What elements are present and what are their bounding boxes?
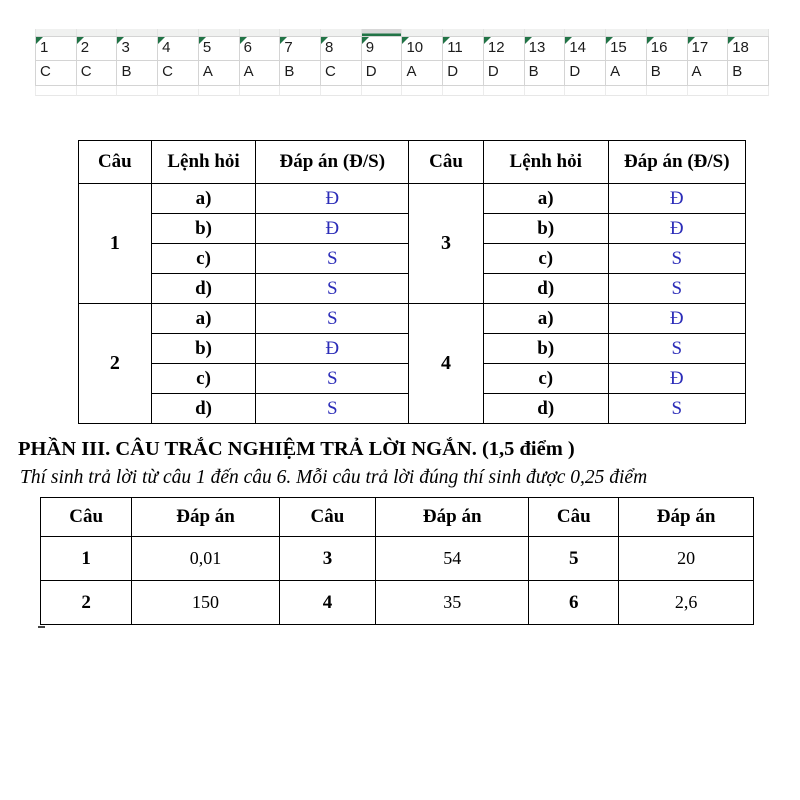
tf-answer-cell: S xyxy=(256,364,409,394)
error-indicator-triangle-icon xyxy=(484,37,491,44)
tf-part-cell: d) xyxy=(151,394,256,424)
error-indicator-triangle-icon xyxy=(443,37,450,44)
grid-partial-cell[interactable] xyxy=(280,86,321,96)
grid-partial-cell[interactable] xyxy=(525,86,566,96)
tf-answer-cell: S xyxy=(608,244,745,274)
grid-cell-answer[interactable]: C xyxy=(158,61,199,86)
grid-partial-cell[interactable] xyxy=(443,29,484,36)
grid-cell-answer[interactable]: B xyxy=(647,61,688,86)
grid-partial-cell[interactable] xyxy=(117,29,158,36)
short-header-cell: Đáp án xyxy=(376,498,529,537)
grid-partial-cell[interactable] xyxy=(728,86,769,96)
short-answer-table xyxy=(40,497,754,625)
grid-cell-number[interactable]: 8 xyxy=(321,36,362,61)
grid-cell-answer[interactable]: A xyxy=(240,61,281,86)
tf-answer-cell: Đ xyxy=(256,214,409,244)
grid-partial-cell[interactable] xyxy=(565,86,606,96)
spreadsheet-grid xyxy=(35,29,769,96)
tf-header-cell: Đáp án (Đ/S) xyxy=(256,141,409,184)
error-indicator-triangle-icon xyxy=(280,37,287,44)
tf-answer-table xyxy=(78,140,746,424)
tf-part-cell: b) xyxy=(151,214,256,244)
short-cau-cell: 5 xyxy=(529,537,619,581)
error-indicator-triangle-icon xyxy=(117,37,124,44)
tf-cau-cell: 4 xyxy=(409,304,484,424)
grid-cell-number[interactable]: 10 xyxy=(402,36,443,61)
grid-partial-cell[interactable] xyxy=(402,29,443,36)
short-answer-cell: 54 xyxy=(376,537,529,581)
tf-header-cell: Lệnh hỏi xyxy=(483,141,608,184)
tf-answer-cell: Đ xyxy=(256,334,409,364)
grid-cell-number[interactable]: 3 xyxy=(117,36,158,61)
grid-partial-cell[interactable] xyxy=(606,29,647,36)
short-cau-cell: 6 xyxy=(529,581,619,625)
short-answer-cell: 2,6 xyxy=(619,581,754,625)
grid-cell-answer[interactable]: C xyxy=(321,61,362,86)
grid-partial-cell[interactable] xyxy=(484,29,525,36)
tf-part-cell: d) xyxy=(483,274,608,304)
tf-part-cell: a) xyxy=(151,184,256,214)
grid-cell-answer[interactable]: B xyxy=(117,61,158,86)
tf-header-cell: Đáp án (Đ/S) xyxy=(608,141,745,184)
error-indicator-triangle-icon xyxy=(688,37,695,44)
grid-cell-number[interactable]: 9 xyxy=(362,36,403,61)
grid-cell-number[interactable]: 11 xyxy=(443,36,484,61)
section-heading: PHẦN III. CÂU TRẮC NGHIỆM TRẢ LỜI NGẮN. (1,5 điểm ) xyxy=(18,438,575,460)
grid-cell-answer[interactable]: D xyxy=(484,61,525,86)
grid-cell-answer[interactable]: A xyxy=(606,61,647,86)
tf-cau-cell: 1 xyxy=(79,184,152,304)
grid-partial-cell[interactable] xyxy=(77,29,118,36)
tf-header-row xyxy=(79,141,746,184)
section-instruction: Thí sinh trả lời từ câu 1 đến câu 6. Mỗi câu trả lời đúng thí sinh được 0,25 điểm xyxy=(20,467,648,488)
grid-cell-answer[interactable]: B xyxy=(525,61,566,86)
grid-cell-answer[interactable]: D xyxy=(362,61,403,86)
grid-cell-answer[interactable]: A xyxy=(402,61,443,86)
short-answer-cell: 35 xyxy=(376,581,529,625)
short-header-row xyxy=(41,498,754,537)
tf-answer-cell: S xyxy=(608,394,745,424)
short-cau-cell: 3 xyxy=(279,537,375,581)
error-indicator-triangle-icon xyxy=(606,37,613,44)
grid-cell-number[interactable]: 14 xyxy=(565,36,606,61)
tf-header-cell: Câu xyxy=(409,141,484,184)
short-answer-cell: 20 xyxy=(619,537,754,581)
grid-partial-cell[interactable] xyxy=(240,86,281,96)
grid-cell-number[interactable]: 2 xyxy=(77,36,118,61)
grid-partial-cell[interactable] xyxy=(565,29,606,36)
grid-partial-cell[interactable] xyxy=(688,29,729,36)
grid-partial-cell[interactable] xyxy=(35,29,77,36)
grid-partial-cell[interactable] xyxy=(647,86,688,96)
grid-cell-answer[interactable]: B xyxy=(280,61,321,86)
tf-answer-cell: S xyxy=(256,274,409,304)
spreadsheet-partial-row-bottom xyxy=(35,86,769,96)
short-cau-cell: 2 xyxy=(41,581,132,625)
short-header-cell: Câu xyxy=(279,498,375,537)
grid-partial-cell[interactable] xyxy=(525,29,566,36)
grid-cell-number[interactable]: 1 xyxy=(35,36,77,61)
tf-part-cell: c) xyxy=(151,244,256,274)
short-cau-cell: 4 xyxy=(279,581,375,625)
tf-part-cell: d) xyxy=(151,274,256,304)
grid-cell-number[interactable]: 15 xyxy=(606,36,647,61)
tf-part-cell: a) xyxy=(151,304,256,334)
stray-dash-mark xyxy=(38,626,45,628)
grid-partial-cell[interactable] xyxy=(647,29,688,36)
grid-partial-cell[interactable] xyxy=(280,29,321,36)
short-header-cell: Đáp án xyxy=(132,498,280,537)
grid-cell-number[interactable]: 5 xyxy=(199,36,240,61)
grid-cell-answer[interactable]: A xyxy=(688,61,729,86)
short-table-row xyxy=(41,537,754,581)
grid-cell-answer[interactable]: C xyxy=(35,61,77,86)
grid-cell-number[interactable]: 16 xyxy=(647,36,688,61)
tf-part-cell: d) xyxy=(483,394,608,424)
grid-cell-number[interactable]: 4 xyxy=(158,36,199,61)
grid-partial-cell[interactable] xyxy=(321,86,362,96)
grid-cell-number[interactable]: 6 xyxy=(240,36,281,61)
tf-part-cell: a) xyxy=(483,304,608,334)
error-indicator-triangle-icon xyxy=(402,37,409,44)
grid-cell-number[interactable]: 18 xyxy=(728,36,769,61)
grid-partial-cell[interactable] xyxy=(240,29,281,36)
error-indicator-triangle-icon xyxy=(77,37,84,44)
tf-part-cell: b) xyxy=(483,214,608,244)
grid-cell-number[interactable]: 17 xyxy=(688,36,729,61)
tf-cau-cell: 2 xyxy=(79,304,152,424)
grid-partial-cell[interactable] xyxy=(117,86,158,96)
grid-partial-cell[interactable] xyxy=(199,29,240,36)
spreadsheet-number-row xyxy=(35,36,769,61)
tf-table-row xyxy=(79,184,746,214)
grid-partial-cell[interactable] xyxy=(606,86,647,96)
tf-answer-cell: S xyxy=(608,334,745,364)
tf-answer-cell: S xyxy=(256,394,409,424)
tf-part-cell: b) xyxy=(151,334,256,364)
grid-partial-cell[interactable] xyxy=(443,86,484,96)
error-indicator-triangle-icon xyxy=(321,37,328,44)
short-header-cell: Câu xyxy=(529,498,619,537)
grid-cell-answer[interactable]: B xyxy=(728,61,769,86)
grid-cell-number[interactable]: 13 xyxy=(525,36,566,61)
selected-cell-indicator[interactable] xyxy=(362,29,403,36)
grid-partial-cell[interactable] xyxy=(402,86,443,96)
short-answer-cell: 0,01 xyxy=(132,537,280,581)
tf-part-cell: c) xyxy=(483,364,608,394)
spreadsheet-answer-row xyxy=(35,61,769,86)
tf-header-cell: Câu xyxy=(79,141,152,184)
grid-cell-answer[interactable]: C xyxy=(77,61,118,86)
grid-cell-answer[interactable]: D xyxy=(565,61,606,86)
grid-partial-cell[interactable] xyxy=(158,29,199,36)
grid-partial-cell[interactable] xyxy=(77,86,118,96)
tf-table-row xyxy=(79,304,746,334)
tf-part-cell: a) xyxy=(483,184,608,214)
error-indicator-triangle-icon xyxy=(36,37,43,44)
short-answer-cell: 150 xyxy=(132,581,280,625)
tf-answer-cell: Đ xyxy=(608,214,745,244)
grid-partial-cell[interactable] xyxy=(362,86,403,96)
short-cau-cell: 1 xyxy=(41,537,132,581)
tf-part-cell: c) xyxy=(483,244,608,274)
short-table-row xyxy=(41,581,754,625)
tf-part-cell: c) xyxy=(151,364,256,394)
grid-partial-cell[interactable] xyxy=(199,86,240,96)
tf-header-cell: Lệnh hỏi xyxy=(151,141,256,184)
grid-partial-cell[interactable] xyxy=(35,86,77,96)
grid-cell-answer[interactable]: D xyxy=(443,61,484,86)
tf-answer-cell: Đ xyxy=(608,364,745,394)
tf-answer-cell: Đ xyxy=(608,184,745,214)
error-indicator-triangle-icon xyxy=(158,37,165,44)
error-indicator-triangle-icon xyxy=(362,37,369,44)
grid-cell-number[interactable]: 12 xyxy=(484,36,525,61)
grid-partial-cell[interactable] xyxy=(728,29,769,36)
error-indicator-triangle-icon xyxy=(565,37,572,44)
tf-answer-cell: Đ xyxy=(256,184,409,214)
grid-cell-answer[interactable]: A xyxy=(199,61,240,86)
short-header-cell: Câu xyxy=(41,498,132,537)
grid-partial-cell[interactable] xyxy=(688,86,729,96)
spreadsheet-partial-row-top xyxy=(35,29,769,36)
tf-answer-cell: S xyxy=(608,274,745,304)
tf-answer-cell: Đ xyxy=(608,304,745,334)
grid-cell-number[interactable]: 7 xyxy=(280,36,321,61)
error-indicator-triangle-icon xyxy=(525,37,532,44)
tf-cau-cell: 3 xyxy=(409,184,484,304)
error-indicator-triangle-icon xyxy=(199,37,206,44)
short-header-cell: Đáp án xyxy=(619,498,754,537)
error-indicator-triangle-icon xyxy=(647,37,654,44)
grid-partial-cell[interactable] xyxy=(321,29,362,36)
error-indicator-triangle-icon xyxy=(728,37,735,44)
grid-partial-cell[interactable] xyxy=(484,86,525,96)
tf-answer-cell: S xyxy=(256,244,409,274)
error-indicator-triangle-icon xyxy=(240,37,247,44)
tf-answer-cell: S xyxy=(256,304,409,334)
grid-partial-cell[interactable] xyxy=(158,86,199,96)
tf-part-cell: b) xyxy=(483,334,608,364)
